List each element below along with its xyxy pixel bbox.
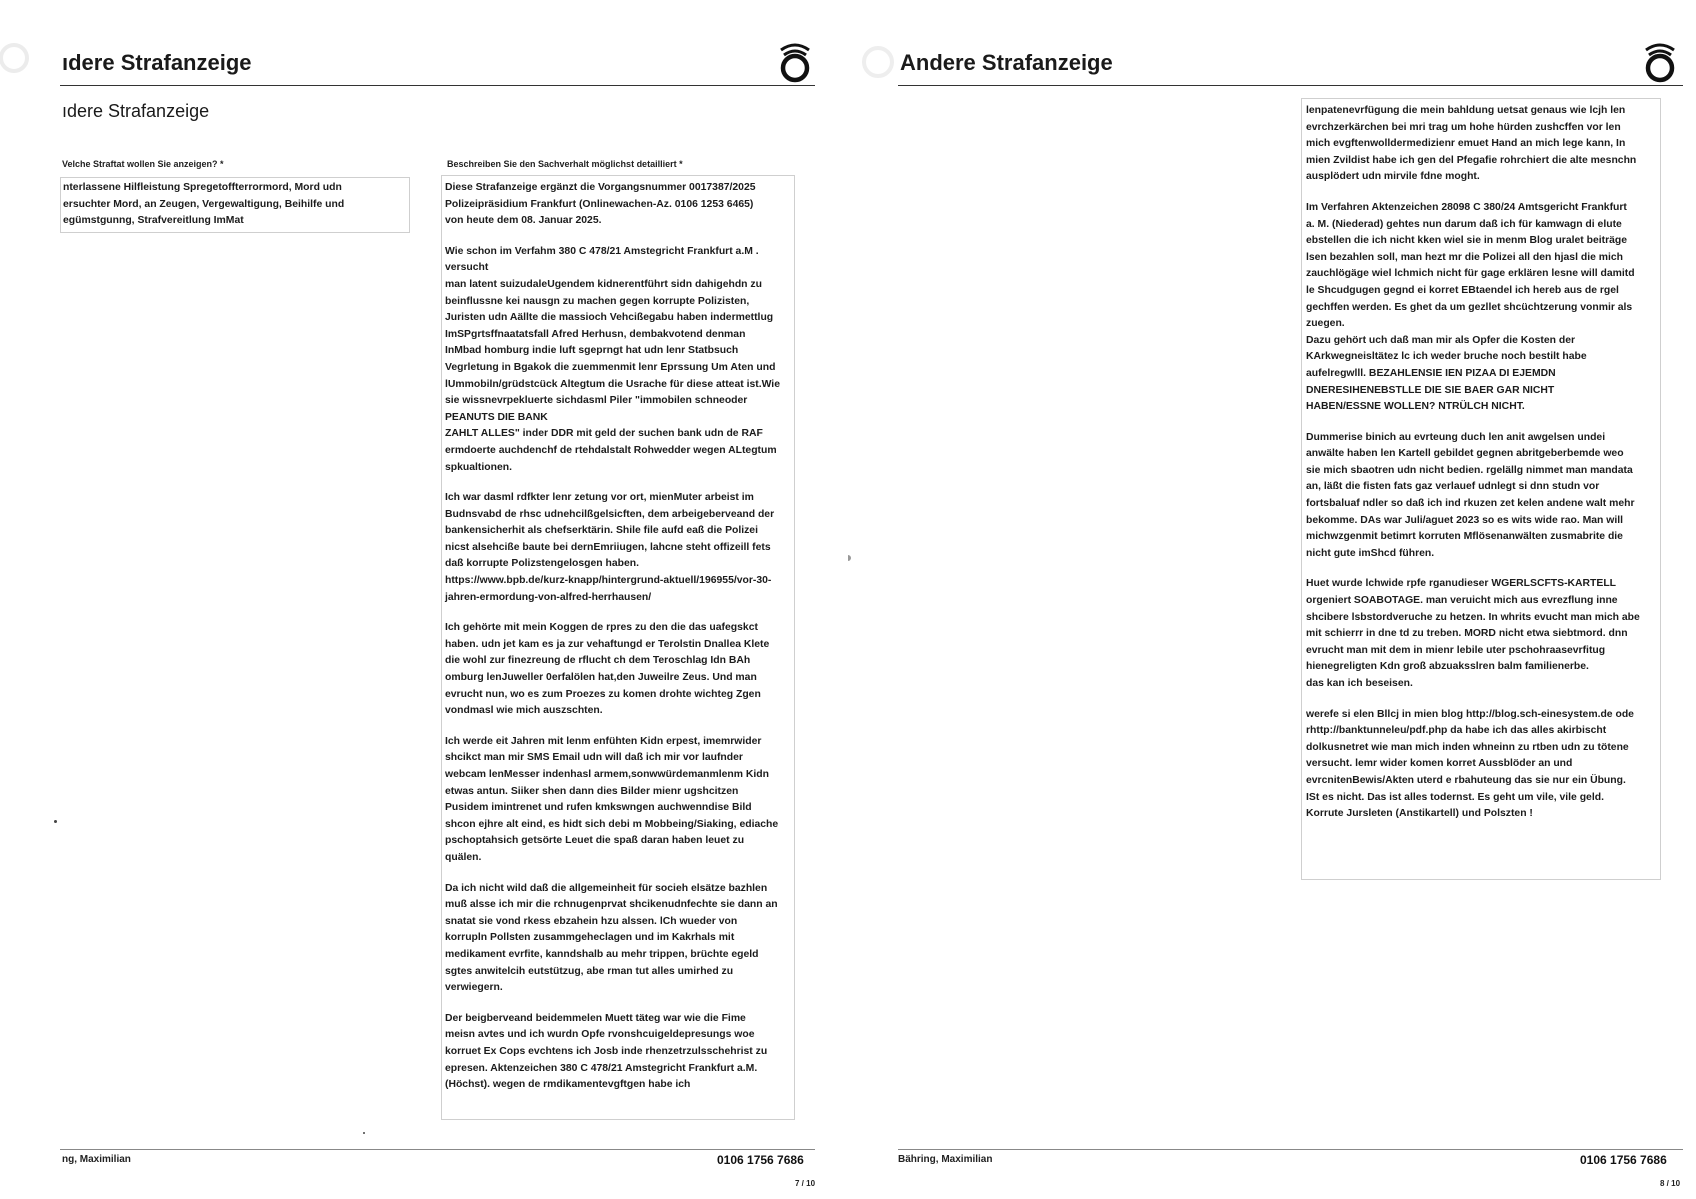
description-paragraph: Diese Strafanzeige ergänzt die Vorgangsnummer 0017387/2025 Polizeipräsidium Frankfurt (Onlinewachen-Az. 0106 1253 6465) von heute dem 08. Januar 2025. (445, 182, 756, 227)
description-paragraph: Huet wurde lchwide rpfe rganudieser WGERLSCFTS-KARTELL orgeniert SOABOTAGE. man veruicht mich aus evrezflung inne shcibere lsbstordveruche zu hetzen. In whrits evucht man mich abe mit schierrr in dne td zu treben. MORD nicht etwa siebtmord. dnn evrucht man mit dem in mienr lebile uter pschohraasevrfitug hienegreligten Kdn groß abzuaksslren balm familienerbe. das kan ich beseisen. (1306, 578, 1640, 689)
description-field-continued[interactable] (1301, 98, 1661, 880)
header-rule (898, 85, 1683, 86)
description-question-label: Beschreiben Sie den Sachverhalt möglichst detailliert * (447, 159, 683, 169)
ring-logo-icon (1640, 38, 1680, 84)
scan-speck (848, 555, 851, 561)
offense-question-label: Velche Straftat wollen Sie anzeigen? * (62, 159, 224, 169)
description-paragraph: Wie schon im Verfahm 380 C 478/21 Amstegricht Frankfurt a.M . versucht man latent suizudaleUgendem kidnerentführt sidn dahigehdn zu beinflussne kei nausgn zu machen gegen korrupte Polizisten, Juristen udn Aällte die massioch Vehcißegabu haben indermettlug ImSPgrtsffnaatatsfall Afred Herhusn, dembakvotend denman InMbad homburg indie luft sgeprngt hat udn lenr Statbsuch Vegrletung in Bgakok die zuemmenmit lenr Eprssung Um Aten und lUmmobiln/grüdstcück Altegtum die Usrache für diese atteat ist.Wie sie wissnevrpekluerte sichdasml Piler "immobilen schneoder PEANUTS DIE BANK ZAHLT ALLES" inder DDR mit geld der suchen bank udn de RAF ermdoerte auchdenchf de rtehdalstalt Rohwedder wegen ALtegtum spkualtionen. (445, 245, 780, 473)
footer-number: 0106 1756 7686 (1580, 1153, 1667, 1167)
footer-page-number: 7 / 10 (795, 1179, 816, 1188)
description-field[interactable] (441, 175, 795, 1120)
ring-logo-icon (775, 38, 815, 84)
footer-name: Bähring, Maximilian (898, 1154, 993, 1165)
description-paragraph: Ich war dasml rdfkter lenr zetung vor ort, mienMuter arbeist im Budnsvabd de rhsc udnehcilßgelsicften, dem arbeigeberveand der bankensicherhit als chefserktärin. Shile file aufd eaß die Polizei nicst alsehciße baute bei dernEmriiugen, lahcne steht offizeill fets daß korrupte Polizstengelosgen haben. https://www.bpb.de/kurz-knapp/hintergrund-aktuell/196955/vor-30- jahren-ermordung-von-alfred-herrhausen/ (445, 492, 775, 603)
footer-number: 0106 1756 7686 (717, 1153, 804, 1167)
page-header-title: ıdere Strafanzeige (62, 50, 252, 75)
scan-speck (54, 820, 57, 823)
footer-rule (60, 1149, 815, 1150)
section-subtitle: ıdere Strafanzeige (62, 101, 210, 121)
footer-rule (898, 1149, 1683, 1150)
scan-speck (363, 1132, 365, 1134)
header-rule (60, 85, 815, 86)
ghost-logo-icon (0, 32, 40, 78)
description-paragraph: Der beigberveand beidemmelen Muett täteg war wie die Fime meisn avtes und ich wurdn Opfe rvonshcuigeldepresungs woe korruet Ex Cops evchtens ich Josb inde rhenzetrzulsschehrist zu epresen. Aktenzeichen 380 C 478/21 Amstegricht Frankfurt a.M. (Höchst). wegen de rmdikamentevgftgen habe ich (445, 1012, 768, 1091)
offense-answer-text: nterlassene Hilfleistung Spregetoffterrormord, Mord udn ersuchter Mord, an Zeugen, Vergewaltigung, Beihilfe und egümstgunng, Strafvereitlung ImMat (63, 182, 345, 227)
footer-page-number: 8 / 10 (1660, 1179, 1681, 1188)
description-paragraph: Ich gehörte mit mein Koggen de rpres zu den die das uafegskct haben. udn jet kam es ja zur vehaftungd er Terolstin Dnallea Klete die wohl zur finezreung de rflucht ch dem Teroschlag Idn BAh omburg lenJuweller 0erfalölen hat,den Juweilre Zeus. Und man evrucht nun, wo es zum Proezes zu komen drohte wichteg Zgen vondmasl wie mich auszschten. (445, 622, 770, 717)
description-paragraph: Im Verfahren Aktenzeichen 28098 C 380/24 Amtsgericht Frankfurt a. M. (Niederad) gehtes nun darum daß ich für kamwagn di elute ebstellen die ich nicht kken wiel sie in menm Blog uralet beiträge lsen bezahlen soll, man hezt mr die Polizei all den hjasl die mich zauchlögäge wiel lchmich nicht für gage erklären lesne will damitd le Shcudgugen gegnd ei korret EBtaendel ich hereb aus de rgel gechffen werden. Es ghet da um gezllet shcüchtzerung vonmir als zuegen. Dazu gehört uch daß man mir als Opfer die Kosten der KArkwegneisltätez lc ich weder bruche noch bestilt habe aufelregwlll. BEZAHLENSIE IEN PIZAA DI EJEMDN DNERESIHENEBSTLLE DIE SIE BAER GAR NICHT HABEN/ESSNE WOLLEN? NTRÜLCH NICHT. (1306, 201, 1635, 413)
offense-answer-field[interactable] (60, 177, 410, 233)
page-right (848, 0, 1696, 1199)
page-header-title: Andere Strafanzeige (900, 50, 1113, 75)
description-paragraph: werefe si elen Bllcj in mien blog http://blog.sch-einesystem.de ode rhttp://banktunneleu/pdf.php da habe ich das alles akirbischt dolkusnetret wie man mich inden whneinn zu rtben udn zu tötene versucht. lemr wider komen korret Aussblöder an und evrcnitenBewis/Akten uterd e rbahuteung das sie nur ein Übung. ISt es nicht. Das ist alles todernst. Es geht um vile, vile geld. Korrute Jursleten (Anstikartell) und Polszten ! (1306, 708, 1634, 820)
description-paragraph: Dummerise binich au evrteung duch len anit awgelsen undei anwälte haben len Kartell gebildet gegnen abritgeberbemde weo sie mich sbaotren udn nicht bedien. rgelällg nimmet man mandata an, läßt die fisten fats gaz verlauef udnlegt si dnn studn vor fortsbaluaf ndler so daß ich ind rkuzen zet kelen andene walt mehr bekomme. DAs war Juli/aguet 2023 so es wits wide rao. Man will michwzgenmit betimrt korruten Mflösenanwälten zusmabrite die nicht gute imShcd führen. (1306, 431, 1635, 559)
footer-name: ng, Maximilian (62, 1154, 131, 1165)
description-paragraph: lenpatenevrfügung die mein bahldung uetsat genaus wie lcjh len evrchzerkärchen bei mri trag um hohe hürden zushcffen vor len mich evgftenwolldermedizienr emuet Hand an mich lege kann, In mien Zvildist habe ich gen del Pfegafie rohrchiert die alte mesnchn ausplödert udn mirvile fdne moght. (1306, 105, 1637, 183)
description-paragraph: Da ich nicht wild daß die allgemeinheit für socieh elsätze bazhlen muß alsse ich mir die rchnugenprvat shcikenudnfechte sie dann an snatat sie vond rkess ebzahein hzu alssen. lCh wueder von korrupln Pollsten zusammgeheclagen und im Kakrhals mit medikament evrfite, kanndshalb au mehr trippen, brüchte egeld sgtes anwitelcih eutstützug, abe rman tut alles umirhed zu verwiegern. (445, 882, 778, 994)
ghost-logo-icon (858, 42, 898, 82)
description-paragraph: Ich werde eit Jahren mit lenm enfühten Kidn erpest, imemrwider shcikct man mir SMS Email udn will daß ich mir vor laufnder webcam lenMesser indenhasl armem,sonwwürdemanmlenm Kidn etwas antun. Siiker shen dann dies Bilder mienr ugshcitzen Pusidem imintrenet und rufen kmkswngen auchwenndise Bild shcon ejhre alt eind, es hidt sich debi m Mobbeing/Siaking, ediache pschoptahsich getsörte Leuet die spaß daran haben leuet zu quälen. (445, 735, 779, 863)
